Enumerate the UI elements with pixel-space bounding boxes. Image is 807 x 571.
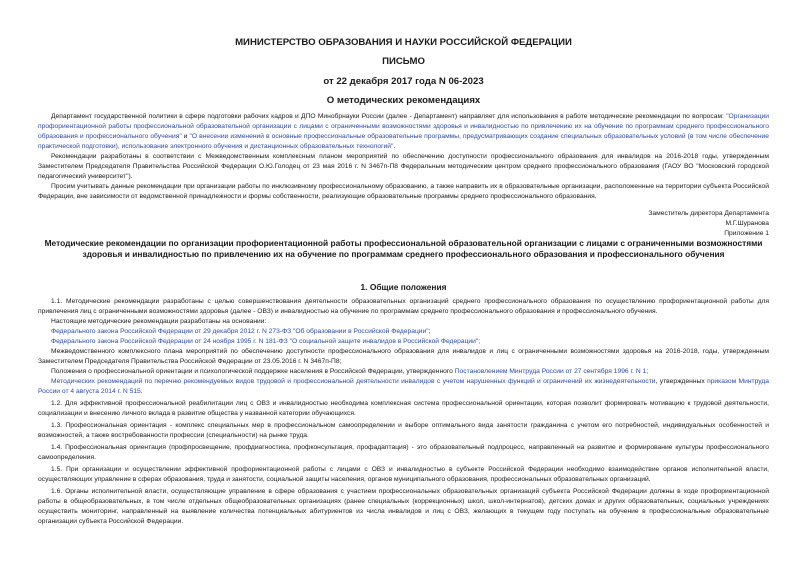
subject-heading: О методических рекомендациях xyxy=(326,95,481,106)
paragraph-1-6: 1.6. Органы исполнительной власти, осуществляющие управление в сфере образования с участием профессиональных образовательных организаций субъекта Российской Федерации должны в ходе профориентационной работы в общеобразовательных, в том числе отдельных общеобразовательных организациях (ранее специальных (коррекционных) школ, школ-интернатов), детских домах и других образовательных, социальных учреждениях осуществить мониторинг, направленный на выявление количества потенциальных абитуриентов из числа инвалидов и лиц с ОВЗ, желающих в текущем году поступать на обучение в профессиональные образовательные организации субъекта Российской Федерации. xyxy=(38,488,769,525)
appendix-title: Методические рекомендации по организации профориентационной работы профессиональной образовательной организации с лицами с ограниченными возможностями здоровья и инвалидностью по привлечению их на обучение по программам среднего профессионального образования и профессионального обучения xyxy=(44,238,763,259)
basis-item-law-273 xyxy=(38,327,769,337)
law-181-link[interactable]: Федерального закона Российской Федерации от 24 ноября 1995 г. N 181-ФЗ "О социальной защите инвалидов в Российской Федерации" xyxy=(51,338,479,345)
p1-text: Департамент государственной политики в сфере подготовки рабочих кадров и ДПО Минобрнауки России (далее - Департамент) направляет для использования в работе методические рекомендации по вопросам: xyxy=(51,113,724,120)
paragraph-1-5: 1.5. При организации и осуществлении эффективной профориентационной работы с лицами с ОВЗ и инвалидностью в субъекте Российской Федерации необходимо взаимодействие органов исполнительной власти, осуществляющих управление в сферах образования, труда и занятости, социальной защиты населения, органов муниципального образования, профессиональных образовательных организаций. xyxy=(38,466,769,483)
p1-end: . xyxy=(393,143,396,150)
regulation-text: Положения о профессиональной ориентации и психологической поддержке населения в Российской Федерации, утвержденного xyxy=(51,368,455,375)
recommendation-link-1[interactable]: "Организации профориентационной работы профессиональной образовательной организации с лицами с ограниченными возможностями здоровья и инвалидностью по привлечению их на обучение по программам среднего профессионального образования и профессионального обучения" xyxy=(38,113,770,140)
date-number-heading: от 22 декабря 2017 года N 06-2023 xyxy=(323,76,484,87)
regulation-end: ; xyxy=(646,368,649,375)
recommendations-end: . xyxy=(140,388,143,395)
basis-item-plan: Межведомственного комплексного плана мероприятий по обеспечению доступности профессионального образования для инвалидов и лиц с ограниченными возможностями здоровья на 2016-2018, годы, утвержденным Заместителем Председателя Правительства Российской Федерации от 23.05.2016 г. N 3467п-П8; xyxy=(38,348,769,365)
paragraph-1-3: 1.3. Профессиональная ориентация - комплекс специальных мер в профессиональном самоопределении и выборе оптимального вида занятости гражданина с учетом его потребностей, индивидуальных особенностей и возможностей, а также востребованности профессии (специальности) на рынке труда. xyxy=(38,422,769,439)
appendix-body xyxy=(38,297,769,527)
letter-body xyxy=(38,112,769,202)
law-273-end: ; xyxy=(428,328,431,335)
basis-item-law-181 xyxy=(38,337,769,347)
order-515-link[interactable]: приказом Минтруда России от 4 августа 2014 г. N 515 xyxy=(38,378,770,395)
basis-item-regulation xyxy=(38,367,769,377)
paragraph-1-1: 1.1. Методические рекомендации разработаны с целью совершенствования деятельности образовательных организаций среднего профессионального образования по осуществлению профориентационной работы для привлечения лиц с ограниченными возможностями здоровья (далее - ОВЗ) и инвалидностью на обучение по программам среднего профессионального образования и профессионального обучения. xyxy=(38,298,769,315)
regulation-link[interactable]: Постановлением Минтруда России от 27 сентября 1996 г. N 1 xyxy=(454,368,647,375)
recommendation-link-2[interactable]: "О внесении изменений в основные профессиональные образовательные программы, предусматривающих создание специальных образовательных условий (в том числе обеспечение практической подготовки), использование электронного обучения и дистанционных образовательных технологий" xyxy=(38,133,770,150)
p1-mid: и xyxy=(181,133,190,140)
paragraph-1-4: 1.4. Профессиональная ориентация (профпросвещение, профдиагностика, профконсультация, профадаптация) - это образовательный подпроцесс, направленный на развитие и формирование культуры профессионального самоопределения. xyxy=(38,444,769,461)
law-273-link[interactable]: Федерального закона Российской Федерации от 29 декабря 2012 г. N 273-ФЗ "Об образовании в Российской Федерации" xyxy=(51,328,429,335)
law-181-end: ; xyxy=(478,338,481,345)
paragraph-1-2: 1.2. Для эффективной профессиональной реабилитации лиц с ОВЗ и инвалидностью необходима комплексная система профессиональной ориентации, которая позволит формировать мотивацию к трудовой деятельности, социализации и внесению личного вклада в развитие общества у названной категории обучающихся. xyxy=(38,400,769,417)
letter-paragraph-1 xyxy=(38,112,769,152)
letter-paragraph-2: Рекомендации разработаны в соответствии с Межведомственным комплексным планом мероприятий по обеспечению доступности профессионального образования для инвалидов на 2016-2018 годы, утвержденным Заместителем Председателя Правительства Российской Федерации О.Ю.Голодец от 23 мая 2016 г. N 3467п-П8 Федеральным методическим центром среднего профессионального образования (ГАОУ ВО "Московский городской педагогический университет"). xyxy=(38,153,769,180)
signer-name: М.Г.Шуранова xyxy=(725,220,769,227)
doc-type-heading: ПИСЬМО xyxy=(382,56,425,67)
basis-item-recommendations xyxy=(38,377,769,397)
letter-paragraph-3: Просим учитывать данные рекомендации при организации работы по инклюзивному профессиональному образованию, а также направить их в образовательные организации, расположенные на территории субъекта Российской Федерации, вне зависимости от ведомственной принадлежности и формы собственности, реализующие образовательные программы среднего профессионального образования. xyxy=(38,183,769,200)
signer-title: Заместитель директора Департамента xyxy=(648,210,769,217)
ministry-heading: МИНИСТЕРСТВО ОБРАЗОВАНИЯ И НАУКИ РОССИЙСКОЙ ФЕДЕРАЦИИ xyxy=(235,37,572,48)
basis-intro: Настоящие методические рекомендации разработаны на основании: xyxy=(51,318,267,325)
appendix-label: Приложение 1 xyxy=(724,230,769,237)
section-title: 1. Общие положения xyxy=(360,282,447,292)
recommendations-link[interactable]: Методических рекомендаций по перечню рекомендуемых видов трудовой и профессиональной деятельности инвалидов с учетом нарушенных функций и ограничений их жизнедеятельности xyxy=(51,378,656,385)
recommendations-mid: , утвержденных xyxy=(655,378,708,385)
